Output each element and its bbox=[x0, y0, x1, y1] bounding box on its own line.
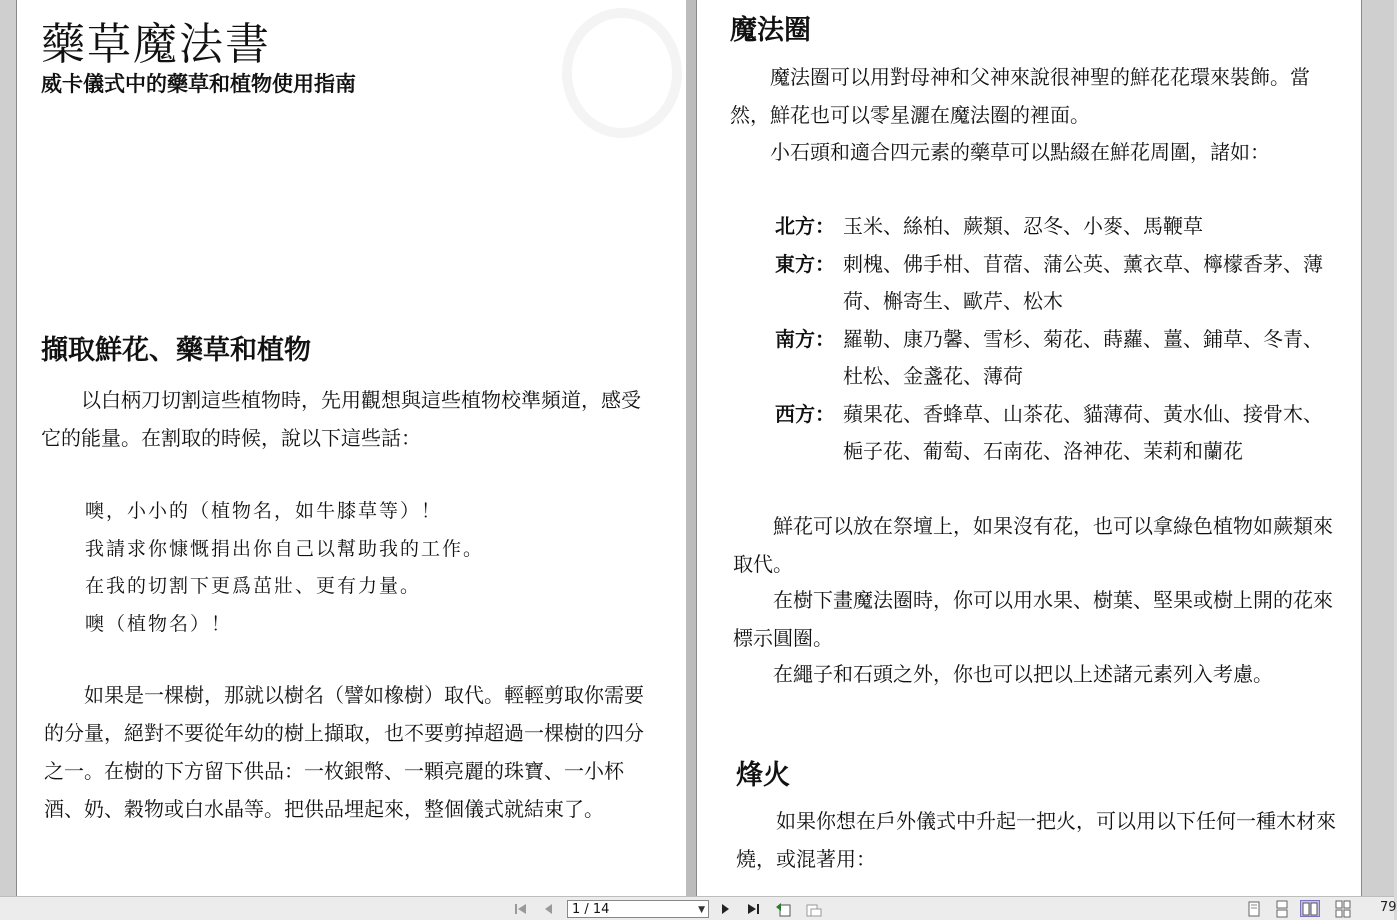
book-subtitle: 威卡儀式中的藥草和植物使用指南 bbox=[41, 72, 356, 96]
viewer-toolbar bbox=[0, 896, 1397, 920]
circle-paragraph-1: 魔法圈可以用對母神和父神來說很神聖的鮮花花環來裝飾。當然，鮮花也可以零星灑在魔法圈的裡面。 bbox=[730, 65, 1310, 127]
direction-label: 北方： bbox=[775, 214, 835, 238]
left-page bbox=[16, 0, 687, 896]
go-forward-icon[interactable] bbox=[803, 899, 825, 918]
direction-items: 蘋果花、香蜂草、山茶花、貓薄荷、黃水仙、接骨木、梔子花、葡萄、石南花、洛神花、茉莉和蘭花 bbox=[843, 401, 1323, 463]
chant-line: 噢（植物名）！ bbox=[85, 612, 233, 635]
watermark-logo bbox=[562, 8, 682, 138]
circle-paragraph-5: 在繩子和石頭之外，你也可以把以上述諸元素列入考慮。 bbox=[773, 662, 1273, 686]
page-gutter bbox=[686, 0, 696, 896]
page-number-select[interactable] bbox=[567, 900, 709, 918]
circle-paragraph-4: 在樹下畫魔法圈時，你可以用水果、樹葉、堅果或樹上開的花來標示圓圈。 bbox=[733, 588, 1333, 650]
page-indicator: 1 / 14 bbox=[572, 902, 610, 917]
chant-line: 我請求你慷慨捐出你自己以幫助我的工作。 bbox=[85, 537, 485, 560]
directions-list bbox=[775, 208, 1335, 471]
single-page-view-icon[interactable] bbox=[1244, 900, 1264, 917]
chant-line: 在我的切割下更爲茁壯、更有力量。 bbox=[85, 575, 422, 597]
direction-west bbox=[775, 396, 1335, 471]
section-heading-circle: 魔法圈 bbox=[730, 15, 811, 46]
chant-line: 噢，小小的（植物名，如牛膝草等）！ bbox=[85, 500, 443, 522]
chant-block bbox=[85, 493, 484, 643]
direction-items: 刺槐、佛手柑、苜蓿、蒲公英、薰衣草、檸檬香茅、薄荷、槲寄生、歐芹、松木 bbox=[843, 251, 1323, 313]
direction-label: 南方： bbox=[775, 326, 835, 351]
right-page bbox=[696, 0, 1362, 896]
bonfire-paragraph: 如果你想在戶外儀式中升起一把火，可以用以下任何一種木材來燒，或混著用： bbox=[736, 809, 1336, 871]
last-page-icon[interactable] bbox=[744, 899, 762, 918]
direction-north bbox=[775, 208, 1335, 246]
previous-page-icon[interactable] bbox=[540, 899, 558, 918]
direction-label: 東方： bbox=[775, 251, 835, 276]
book-title: 藥草魔法書 bbox=[41, 19, 271, 70]
zoom-level[interactable]: 79 bbox=[1380, 900, 1397, 915]
circle-paragraph-2: 小石頭和適合四元素的藥草可以點綴在鮮花周圍，諸如： bbox=[770, 140, 1270, 164]
chevron-down-icon: ▼ bbox=[698, 905, 705, 915]
next-page-icon[interactable] bbox=[716, 899, 734, 918]
two-page-continuous-view-icon[interactable] bbox=[1333, 900, 1353, 917]
intro-paragraph: 以白柄刀切割這些植物時，先用觀想與這些植物校準頻道，感受它的能量。在割取的時候，說以下這些話： bbox=[41, 388, 641, 450]
direction-east bbox=[775, 246, 1335, 321]
continuous-view-icon[interactable] bbox=[1272, 900, 1292, 917]
direction-items: 羅勒、康乃馨、雪杉、菊花、蒔蘿、薑、鋪草、冬青、杜松、金盞花、薄荷 bbox=[843, 326, 1323, 388]
two-page-view-icon[interactable] bbox=[1300, 900, 1320, 917]
circle-paragraph-3: 鮮花可以放在祭壇上，如果沒有花，也可以拿綠色植物如蕨類來取代。 bbox=[733, 514, 1333, 576]
direction-south bbox=[775, 321, 1335, 396]
section-heading-harvesting: 擷取鮮花、藥草和植物 bbox=[41, 335, 311, 366]
tree-paragraph: 如果是一棵樹，那就以樹名（譬如橡樹）取代。輕輕剪取你需要的分量，絕對不要從年幼的樹上擷取，也不要剪掉超過一棵樹的四分之一。在樹的下方留下供品：一枚銀幣、一顆亮麗的珠寶、一小杯酒、奶、穀物或白水晶等。把供品埋起來，整個儀式就結束了。 bbox=[44, 683, 644, 821]
direction-items: 玉米、絲柏、蕨類、忍冬、小麥、馬鞭草 bbox=[843, 214, 1203, 238]
direction-label: 西方： bbox=[775, 401, 835, 426]
section-heading-bonfire: 烽火 bbox=[736, 760, 790, 791]
go-back-icon[interactable] bbox=[772, 899, 794, 918]
first-page-icon[interactable] bbox=[512, 899, 530, 918]
